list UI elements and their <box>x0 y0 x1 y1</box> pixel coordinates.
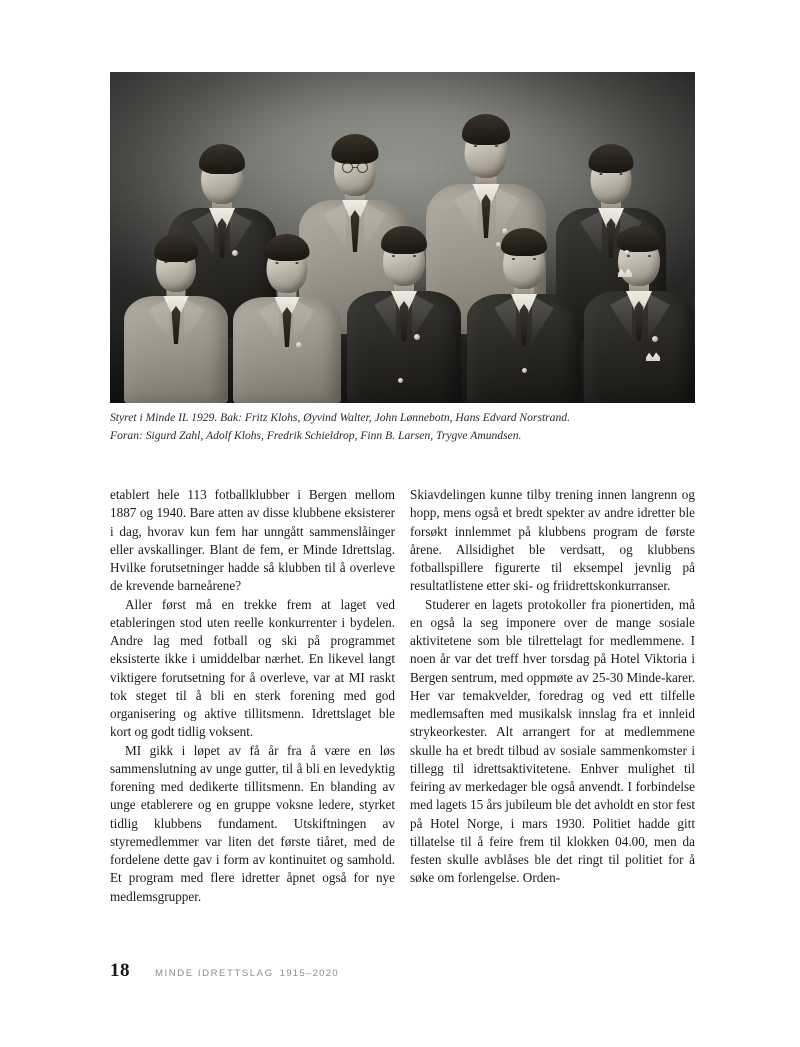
eyes <box>512 258 536 260</box>
club-pin <box>296 342 302 348</box>
eyeglasses <box>342 162 368 173</box>
club-pin <box>652 336 658 342</box>
club-pin <box>232 250 238 256</box>
hair <box>462 114 510 145</box>
left-column <box>110 486 395 906</box>
page-number: 18 <box>110 960 130 981</box>
eyes <box>165 261 188 263</box>
paragraph: MI gikk i løpet av få år fra å være en løs sammenslutning av unge gutter, til å bli en levedyktig forening med dedikerte tillitsmenn. En blanding av unge etablerere og en gruppe voksne ledere, styrket tidlig klubbens fundament. Utskiftningen av styremedlemmer var liten det første tiåret, med de fordelene dette gav i form av kontinuitet og samhold. Et program med flere idretter åpnet også for nye medlemsgrupper. <box>110 742 395 904</box>
eyes <box>600 173 623 175</box>
eyes <box>210 172 234 174</box>
hair <box>381 226 427 254</box>
club-pin <box>414 334 420 340</box>
hair <box>332 134 379 164</box>
caption-line-2: Foran: Sigurd Zahl, Adolf Klohs, Fredrik Schieldrop, Finn B. Larsen, Trygve Amundsen. <box>110 429 522 442</box>
running-head-title: MINDE IDRETTSLAG <box>155 968 274 979</box>
club-pin <box>502 228 508 234</box>
running-head <box>155 968 339 979</box>
styret-i-minde-il-1929-photo <box>110 72 695 403</box>
eyes <box>392 255 416 257</box>
figure-caption <box>110 409 710 445</box>
hair <box>589 144 634 173</box>
paragraph: Studerer en lagets protokoller fra pionertiden, må en også la seg imponere over de mange sosiale aktivitetene som ble tilrettelagt for medlemmene. I noen år var det treff hver torsdag på Hotel Viktoria i Bergen sentrum, med oppmøte av 25-30 Minde-karer. Her var temakvelder, foredrag og ved ett tilfelle medlemsaften med musikalsk innslag fra et innleid strykeorkester. Alt arrangert for at medlemmene skulle ha et bredt tilbud av sosiale sammenkomster i tillegg til idrettsaktivitetene. Enhver mulighet til feiring av merkedager ble også anvendt. I forbindelse med lagets 15 års jubileum ble det avholdt en stor fest på Hotel Norge, i mars 1930. Politiet hadde gitt tillatelse til å feire frem til klokken 04.00, men da festen skulle avblåses ble det ringt til politiet for å søke om forlengelse. Orden- <box>410 596 695 886</box>
hair <box>199 144 245 174</box>
running-head-years: 1915–2020 <box>279 968 339 979</box>
caption-line-1: Styret i Minde IL 1929. Bak: Fritz Klohs, Øyvind Walter, John Lønnebotn, Hans Edvard Norstrand. <box>110 411 570 424</box>
paragraph: Skiavdelingen kunne tilby trening innen langrenn og hopp, mens også et bredt spekter av andre idretter ble forsøkt innlemmet på klubbens program de første årene. Allsidighet ble verdsatt, og klubbens fotballspillere figurerte til eksempel jevnlig på resultatlistene etter ski- og friidrettskonkurranser. <box>410 487 695 594</box>
eyes <box>276 262 299 264</box>
button <box>522 368 527 373</box>
paragraph: etablert hele 113 fotballklubber i Bergen mellom 1887 og 1940. Bare atten av disse klubbene eksisterer i dag, hvorav kun fem har unngått sammenslåinger eller avskallinger. Blant de fem, er Minde Idrettslag. Hvilke forutsetninger hadde så klubben til å overleve de krevende barneårene? <box>110 487 395 594</box>
button <box>398 378 403 383</box>
eyes <box>627 255 651 257</box>
page-footer <box>110 960 339 982</box>
eyes <box>474 145 498 147</box>
paragraph: Aller først må en trekke frem at laget ved etableringen stod uten reelle konkurrenter i bydelen. Andre lag med fotball og ski på programmet eksisterte ikke i umiddelbar nærhet. En likevel langt viktigere forutsetning for å overleve, var at MI raskt tok steget til å bli en sterk forening med god organisering og aktive tillitsmenn. Idrettslaget ble kort og godt tidlig voksent. <box>110 596 395 740</box>
body-text-columns <box>110 486 695 906</box>
figure-block <box>110 72 695 403</box>
club-pin <box>496 242 501 247</box>
right-column <box>410 486 695 906</box>
photo-subjects-group <box>110 72 695 403</box>
